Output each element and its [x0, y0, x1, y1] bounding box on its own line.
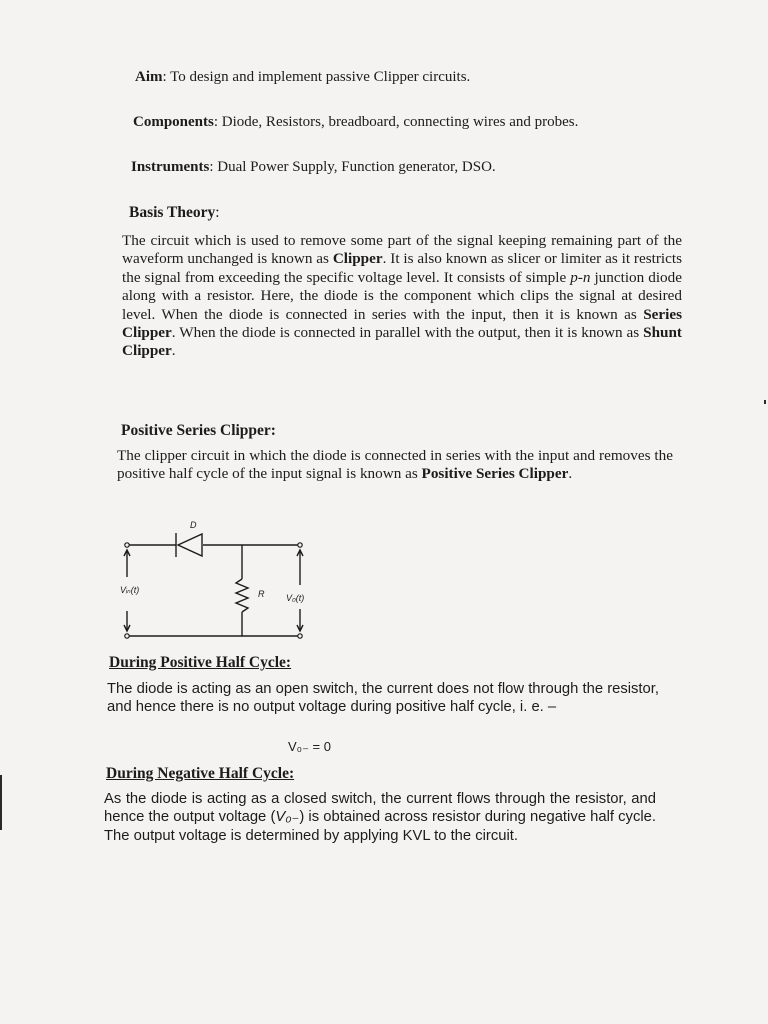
diode-symbol — [178, 534, 202, 556]
negative-half-cycle-paragraph: As the diode is acting as a closed switch, the current flows through the resistor, and hence the output voltage (V₀₋) is obtained across resistor during negative half cycle. The output voltage is determined by applying KVL to the circuit. — [104, 791, 656, 844]
positive-half-equation: V₀₋ = 0 — [288, 739, 331, 754]
left-edge-mark — [0, 775, 2, 830]
resistor-symbol — [236, 579, 248, 612]
basis-theory-heading: Basis Theory: — [129, 204, 220, 221]
positive-series-paragraph: The clipper circuit in which the diode is connected in series with the input and removes the positive half cycle of the input signal is known as Positive Series Clipper. — [117, 447, 673, 483]
vin-label: Vᵢₙ(t) — [120, 585, 140, 595]
aim-line — [135, 68, 470, 86]
components-line — [133, 113, 578, 131]
instruments-line — [131, 158, 496, 176]
shunt-clipper-term: Shunt Clipper — [122, 324, 682, 360]
positive-half-cycle-heading: During Positive Half Cycle: — [109, 654, 292, 671]
output-voltage-symbol: V₀₋ — [275, 809, 300, 826]
resistor-label: R — [258, 589, 265, 599]
instruments-label: Instruments — [131, 159, 210, 175]
components-label: Components — [133, 114, 214, 130]
output-bottom-terminal — [298, 634, 302, 638]
clipper-term: Clipper — [332, 250, 383, 268]
aim-text: : To design and implement passive Clipper circuits. — [162, 69, 471, 85]
input-top-terminal — [125, 543, 129, 547]
components-text: : Diode, Resistors, breadboard, connecting wires and probes. — [213, 114, 579, 130]
pn-term: p-n — [570, 268, 591, 286]
positive-series-clipper-term: Positive Series Clipper — [421, 465, 569, 483]
series-clipper-term: Series Clipper — [122, 305, 682, 342]
right-edge-mark — [764, 400, 766, 404]
positive-series-heading: Positive Series Clipper: — [121, 422, 276, 439]
aim-label: Aim — [135, 69, 163, 85]
negative-half-cycle-heading: During Negative Half Cycle: — [106, 765, 295, 782]
diode-label: D — [190, 520, 197, 530]
positive-half-cycle-paragraph: The diode is acting as an open switch, the current does not flow through the resistor, and hence there is no output voltage during positive half cycle, i. e. – — [107, 681, 659, 716]
output-top-terminal — [298, 543, 302, 547]
instruments-text: : Dual Power Supply, Function generator, DSO. — [209, 159, 496, 175]
clipper-circuit-diagram — [110, 515, 330, 650]
basis-theory-paragraph: The circuit which is used to remove some part of the signal keeping remaining part of the waveform unchanged is known as Clipper. It is also known as slicer or limiter as it restricts the signal from exceeding the specific voltage level. It consists of simple p-n junction diode along with a resistor. Here, the diode is the component which clips the signal at desired level. When the diode is connected in series with the input, then it is known as Series Clipper. When the diode is connected in parallel with the output, then it is known as Shunt Clipper. — [122, 232, 682, 360]
input-bottom-terminal — [125, 634, 129, 638]
vout-label: V₀(t) — [286, 593, 305, 603]
